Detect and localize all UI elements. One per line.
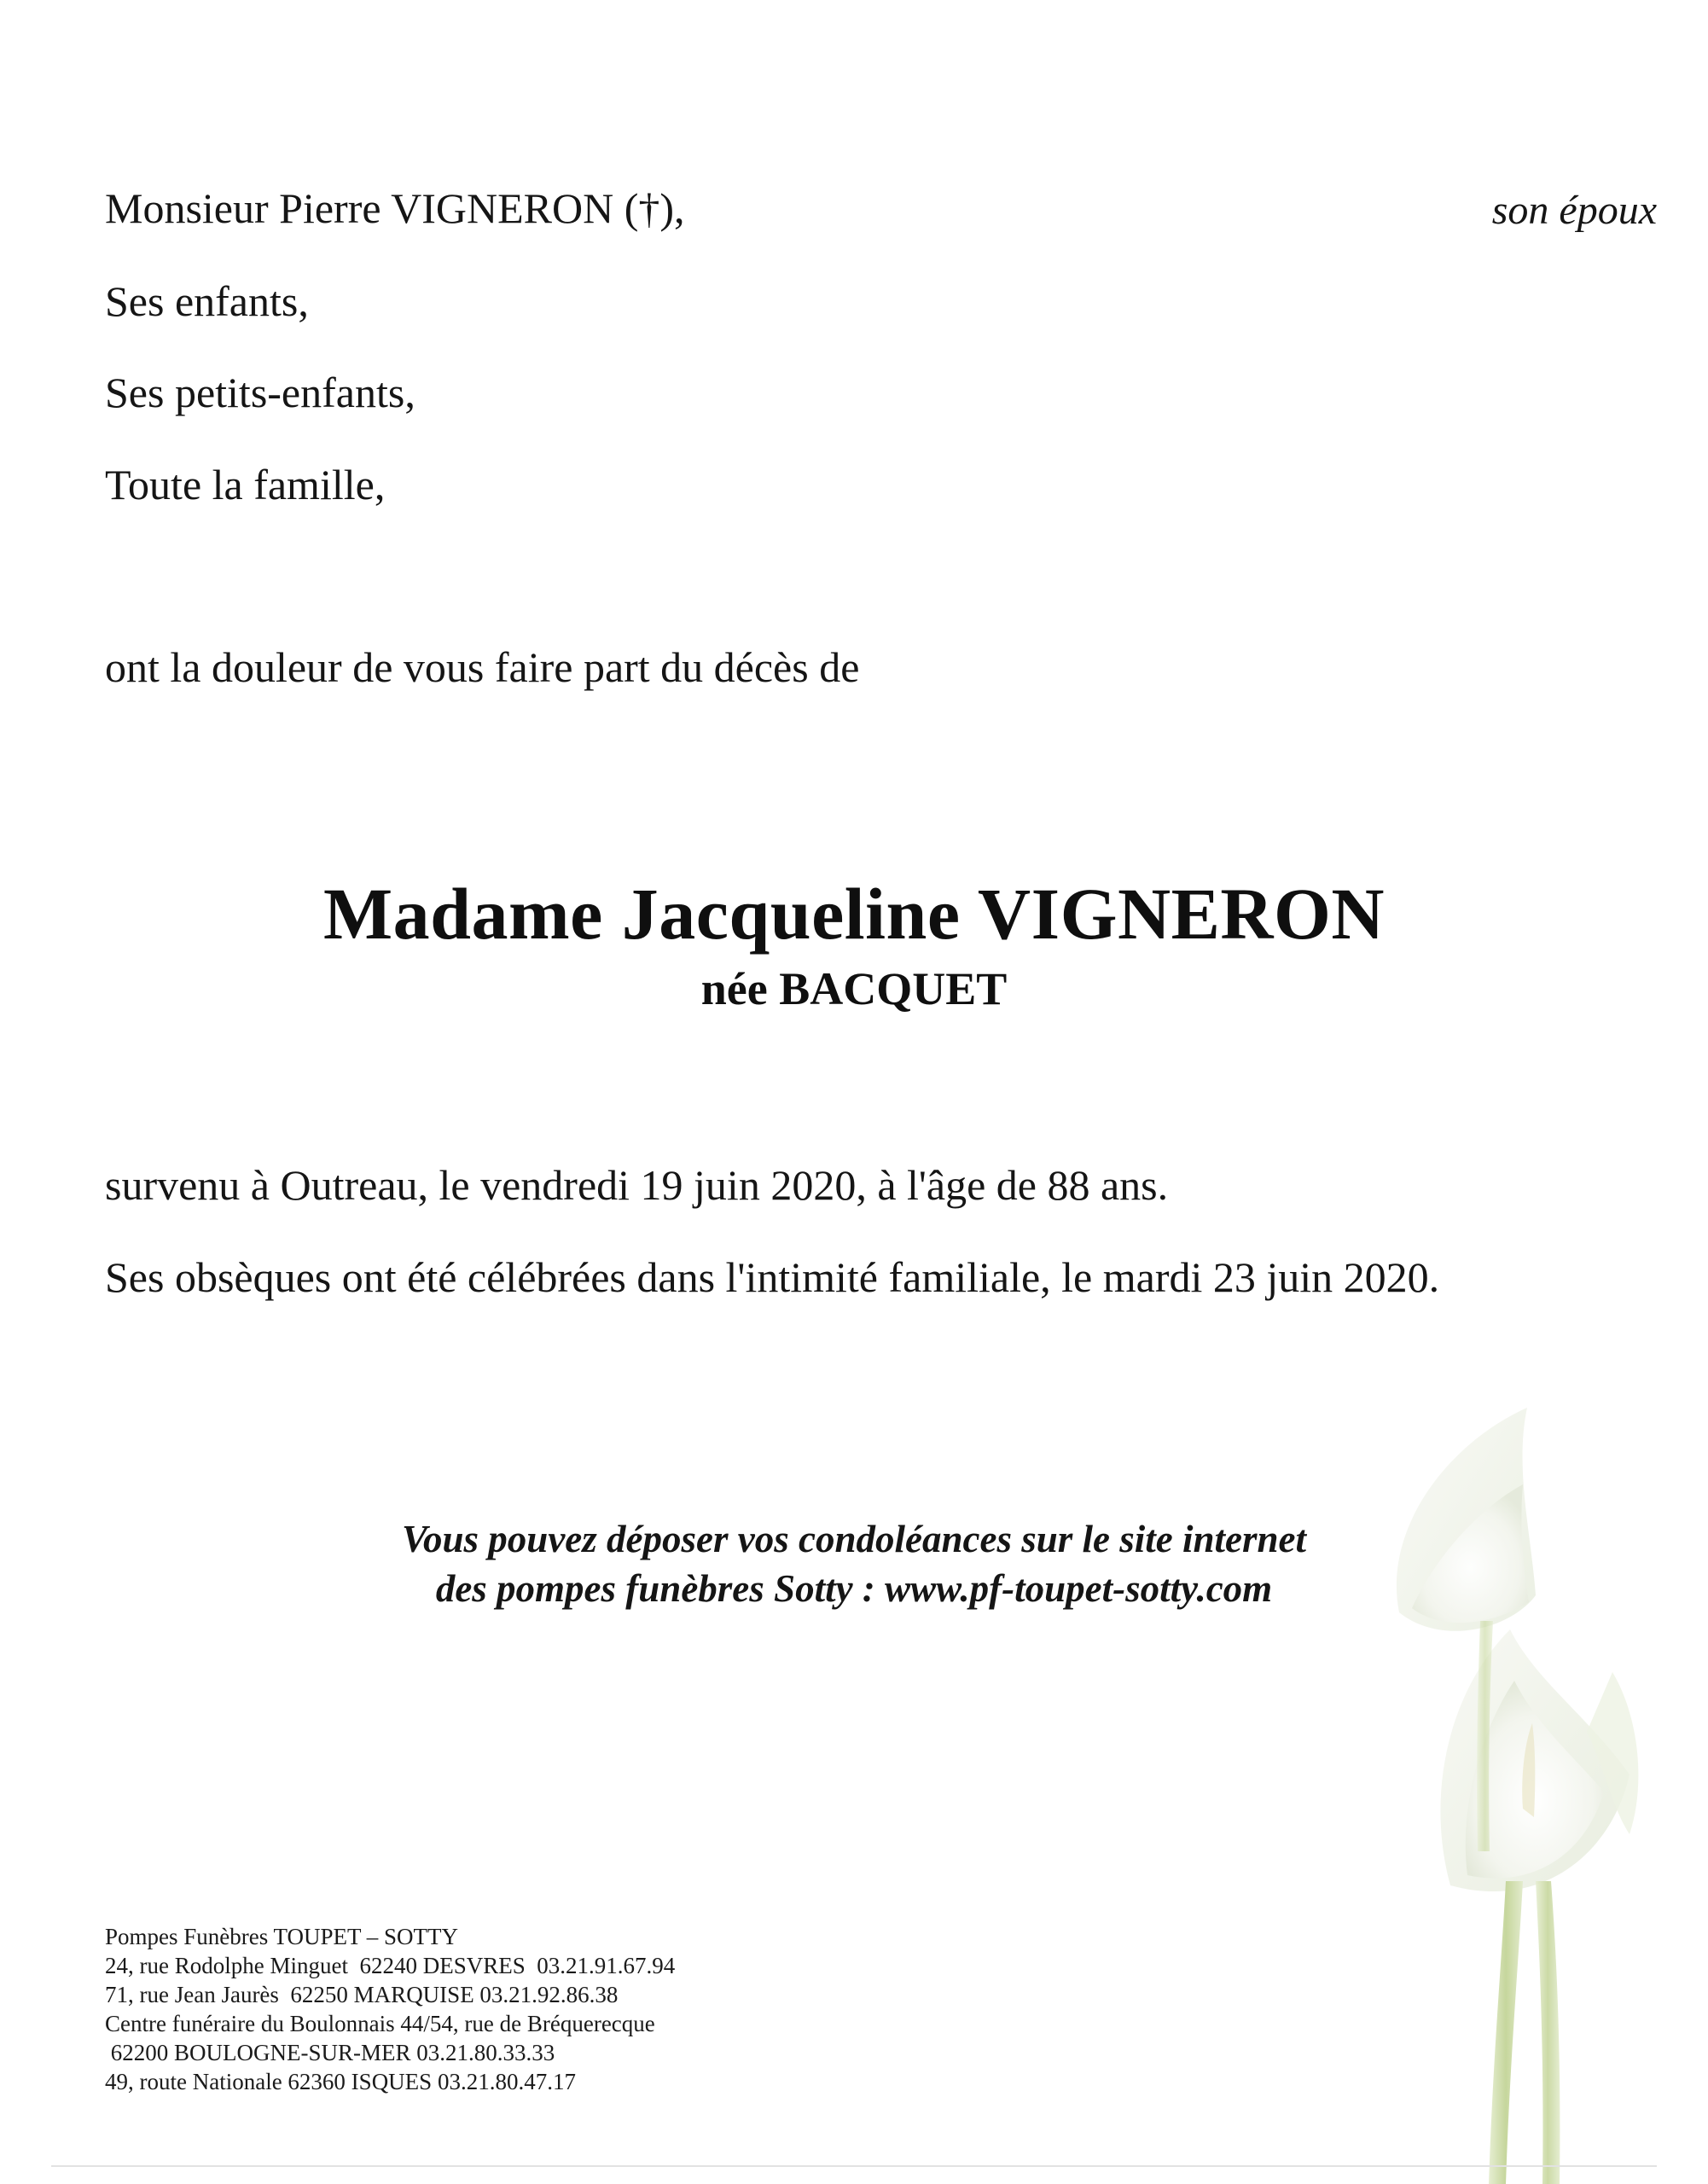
family-line: Toute la famille, [105, 461, 386, 508]
grandchildren-line: Ses petits-enfants, [105, 369, 415, 416]
bottom-divider [51, 2165, 1657, 2167]
funeral-home-address-marquise: 71, rue Jean Jaurès 62250 MARQUISE 03.21.92.86.38 [105, 1982, 619, 2007]
funeral-home-address-isques: 49, route Nationale 62360 ISQUES 03.21.80.47.17 [105, 2069, 576, 2094]
funeral-home-contact [105, 1922, 675, 2096]
funeral-home-address-boulogne-city: 62200 BOULOGNE-SUR-MER 03.21.80.33.33 [105, 2040, 555, 2065]
condolences-line-2: des pompes funèbres Sotty : www.pf-toupet-sotty.com [435, 1567, 1273, 1610]
spouse-line: Monsieur Pierre VIGNERON (†), [105, 184, 685, 232]
spouse-role: son époux [1491, 188, 1657, 233]
children-line: Ses enfants, [105, 277, 309, 325]
funeral-details: Ses obsèques ont été célébrées dans l'intimité familiale, le mardi 23 juin 2020. [105, 1253, 1440, 1301]
funeral-home-address-desvres: 24, rue Rodolphe Minguet 62240 DESVRES 03.21.91.67.94 [105, 1953, 676, 1978]
maiden-name: née BACQUET [700, 963, 1008, 1014]
intro-line: ont la douleur de vous faire part du décès de [105, 643, 860, 691]
funeral-home-name: Pompes Funèbres TOUPET – SOTTY [105, 1924, 459, 1949]
deceased-name: Madame Jacqueline VIGNERON [322, 873, 1386, 955]
condolences-line-1: Vous pouvez déposer vos condoléances sur le site internet [401, 1518, 1306, 1560]
funeral-home-address-boulogne: Centre funéraire du Boulonnais 44/54, rue de Bréquerecque [105, 2011, 655, 2036]
death-details: survenu à Outreau, le vendredi 19 juin 2020, à l'âge de 88 ans. [105, 1161, 1169, 1209]
calla-lily-icon [1331, 1408, 1708, 2184]
